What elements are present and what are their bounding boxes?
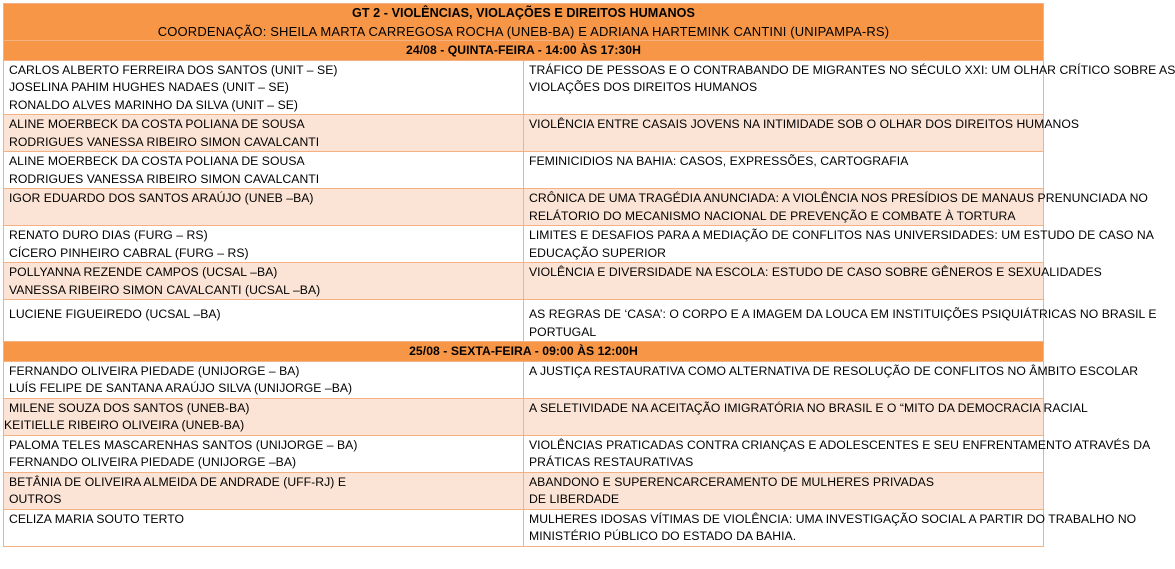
paper-title-cell xyxy=(524,435,1151,472)
table-row xyxy=(4,398,1044,435)
paper-title-cell xyxy=(524,152,1044,189)
paper-title-line: VIOLÊNCIAS PRATICADAS CONTRA CRIANÇAS E ADOLESCENTES E SEU ENFRENTAMENTO ATRAVÉS DA xyxy=(529,437,1151,452)
author-name: CELIZA MARIA SOUTO TERTO xyxy=(9,511,185,526)
authors-cell xyxy=(4,115,524,152)
paper-title-line: VIOLÊNCIA ENTRE CASAIS JOVENS NA INTIMIDADE SOB O OLHAR DOS DIREITOS HUMANOS xyxy=(529,117,1080,131)
paper-title-line: PRÁTICAS RESTAURATIVAS xyxy=(529,455,694,469)
authors-cell xyxy=(4,472,524,509)
authors-cell xyxy=(4,189,524,226)
author-name: PALOMA TELES MASCARENHAS SANTOS (UNIJORGE – BA) xyxy=(9,437,358,452)
paper-title-cell xyxy=(524,226,1154,263)
authors-cell xyxy=(4,152,524,189)
author-name: RODRIGUES VANESSA RIBEIRO SIMON CAVALCANTI xyxy=(9,171,320,186)
paper-title-line: MINISTÉRIO PÚBLICO DO ESTADO DA BAHIA. xyxy=(529,529,797,543)
paper-title-line: DE LIBERDADE xyxy=(529,492,620,506)
day-header: 25/08 - SEXTA-FEIRA - 09:00 ÀS 12:00H xyxy=(4,342,1044,362)
group-title: GT 2 - VIOLÊNCIAS, VIOLAÇÕES E DIREITOS HUMANOS xyxy=(352,6,695,20)
paper-title-line: VIOLAÇÕES DOS DIREITOS HUMANOS xyxy=(529,80,758,94)
author-name: LUÍS FELIPE DE SANTANA ARAÚJO SILVA (UNIJORGE –BA) xyxy=(9,381,353,395)
authors-cell xyxy=(4,435,524,472)
author-name: CARLOS ALBERTO FERREIRA DOS SANTOS (UNIT – SE) xyxy=(9,62,338,77)
author-name: FERNANDO OLIVEIRA PIEDADE (UNIJORGE – BA) xyxy=(9,363,300,378)
table-row xyxy=(4,435,1044,472)
paper-title-cell xyxy=(524,115,1080,152)
day-header-row xyxy=(4,41,1044,61)
table-row xyxy=(4,361,1044,398)
authors-cell xyxy=(4,361,524,398)
paper-title-line: CRÔNICA DE UMA TRAGÉDIA ANUNCIADA: A VIOLÊNCIA NOS PRESÍDIOS DE MANAUS PRENUNCIADA NO xyxy=(529,191,1148,205)
paper-title-cell xyxy=(524,472,1044,509)
author-name: OUTROS xyxy=(9,492,62,506)
paper-title-cell xyxy=(524,509,1137,546)
authors-cell xyxy=(4,263,524,300)
paper-title-cell xyxy=(524,398,1088,435)
author-name: LUCIENE FIGUEIREDO (UCSAL –BA) xyxy=(9,307,221,321)
table-row xyxy=(4,60,1044,115)
table-row xyxy=(4,152,1044,189)
day-header-row xyxy=(4,342,1044,362)
paper-title-cell xyxy=(524,263,1102,300)
table-row xyxy=(4,115,1044,152)
paper-title-line: A JUSTIÇA RESTAURATIVA COMO ALTERNATIVA DE RESOLUÇÃO DE CONFLITOS NO ÂMBITO ESCOLAR xyxy=(529,363,1139,378)
table-row xyxy=(4,226,1044,263)
table-row xyxy=(4,189,1044,226)
coordination-line: COORDENAÇÃO: SHEILA MARTA CARREGOSA ROCHA (UNEB-BA) E ADRIANA HARTEMINK CANTINI (UNIPAMPA-RS) xyxy=(157,23,890,39)
author-name: BETÂNIA DE OLIVEIRA ALMEIDA DE ANDRADE (UFF-RJ) E xyxy=(9,474,347,489)
author-name: RONALDO ALVES MARINHO DA SILVA (UNIT – SE) xyxy=(9,97,299,112)
paper-title-line: PORTUGAL xyxy=(529,324,597,339)
paper-title-line: LIMITES E DESAFIOS PARA A MEDIAÇÃO DE CONFLITOS NAS UNIVERSIDADES: UM ESTUDO DE CASO NA xyxy=(529,228,1154,242)
paper-title-cell xyxy=(524,300,1157,342)
author-name: KEITIELLE RIBEIRO OLIVEIRA (UNEB-BA) xyxy=(4,418,245,432)
paper-title-line: VIOLÊNCIA E DIVERSIDADE NA ESCOLA: ESTUDO DE CASO SOBRE GÊNEROS E SEXUALIDADES xyxy=(529,265,1102,279)
paper-title-cell xyxy=(524,60,1175,115)
authors-cell xyxy=(4,226,524,263)
author-name: MILENE SOUZA DOS SANTOS (UNEB-BA) xyxy=(9,400,250,415)
header-row xyxy=(4,4,1044,41)
paper-title-line: MULHERES IDOSAS VÍTIMAS DE VIOLÊNCIA: UMA INVESTIGAÇÃO SOCIAL A PARTIR DO TRABALHO NO xyxy=(529,511,1137,526)
author-name: CÍCERO PINHEIRO CABRAL (FURG – RS) xyxy=(9,245,249,260)
author-name: IGOR EDUARDO DOS SANTOS ARAÚJO (UNEB –BA) xyxy=(9,191,314,205)
table-row xyxy=(4,509,1044,546)
author-name: FERNANDO OLIVEIRA PIEDADE (UNIJORGE –BA) xyxy=(9,455,297,469)
author-name: ALINE MOERBECK DA COSTA POLIANA DE SOUSA xyxy=(9,117,305,131)
author-name: JOSELINA PAHIM HUGHES NADAES (UNIT – SE) xyxy=(9,80,289,94)
schedule-table xyxy=(3,3,1175,547)
paper-title-line: A SELETIVIDADE NA ACEITAÇÃO IMIGRATÓRIA NO BRASIL E O “MITO DA DEMOCRACIA RACIAL xyxy=(529,400,1088,415)
author-name: RODRIGUES VANESSA RIBEIRO SIMON CAVALCANTI xyxy=(9,134,320,149)
author-name: RENATO DURO DIAS (FURG – RS) xyxy=(9,228,208,242)
author-name: VANESSA RIBEIRO SIMON CAVALCANTI (UCSAL –BA) xyxy=(9,282,321,297)
table-row xyxy=(4,300,1044,342)
header-cell xyxy=(4,4,1044,41)
day-header: 24/08 - QUINTA-FEIRA - 14:00 ÀS 17:30H xyxy=(4,41,1044,61)
paper-title-line: ABANDONO E SUPERENCARCERAMENTO DE MULHERES PRIVADAS xyxy=(529,474,935,489)
paper-title-line: FEMINICIDIOS NA BAHIA: CASOS, EXPRESSÕES, CARTOGRAFIA xyxy=(529,154,909,168)
paper-title-line: RELÁTORIO DO MECANISMO NACIONAL DE PREVENÇÃO E COMBATE À TORTURA xyxy=(529,208,1016,223)
authors-cell xyxy=(4,300,524,342)
authors-cell xyxy=(4,60,524,115)
author-name: POLLYANNA REZENDE CAMPOS (UCSAL –BA) xyxy=(9,265,278,279)
author-name: ALINE MOERBECK DA COSTA POLIANA DE SOUSA xyxy=(9,154,305,168)
authors-cell xyxy=(4,509,524,546)
paper-title-cell xyxy=(524,189,1148,226)
paper-title-line: AS REGRAS DE ‘CASA’: O CORPO E A IMAGEM DA LOUCA EM INSTITUIÇÕES PSIQUIÁTRICAS NO BRASIL E xyxy=(529,307,1157,321)
paper-title-line: TRÁFICO DE PESSOAS E O CONTRABANDO DE MIGRANTES NO SÉCULO XXI: UM OLHAR CRÍTICO SOBRE AS xyxy=(529,62,1175,77)
authors-cell xyxy=(4,398,524,435)
paper-title-line: EDUCAÇÃO SUPERIOR xyxy=(529,245,666,260)
table-row xyxy=(4,472,1044,509)
paper-title-cell xyxy=(524,361,1139,398)
table-row xyxy=(4,263,1044,300)
